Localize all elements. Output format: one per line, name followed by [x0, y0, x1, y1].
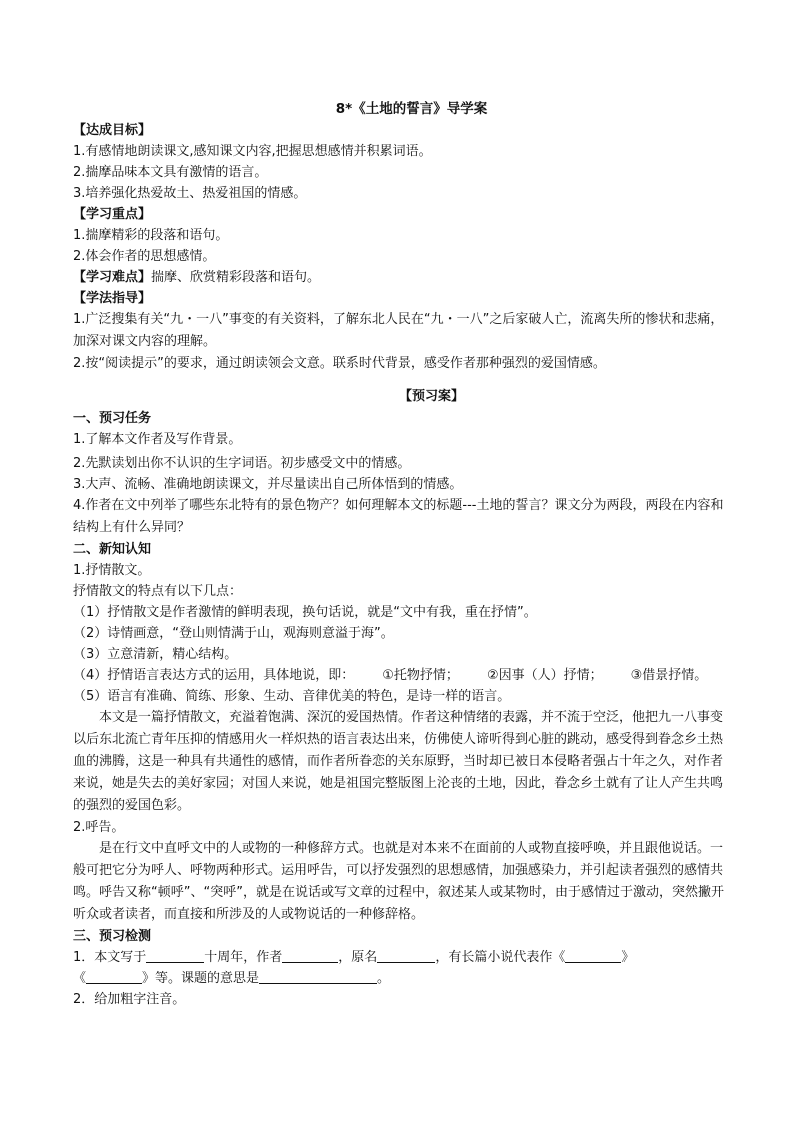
section2-heading: 二、新知认知 — [73, 542, 152, 557]
goal-item: 1.有感情地朗读课文,感知课文内容,把握思想感情并积累词语。 — [73, 144, 432, 159]
page-title: 8*《土地的誓言》导学案 — [335, 101, 488, 117]
task-item: 3.大声、流畅、准确地朗读课文，并尽量读出自己所体悟到的情感。 — [73, 477, 463, 492]
subsection-title: 2.呼告。 — [73, 820, 125, 835]
difficulty-heading: 【学习难点】 — [73, 270, 152, 285]
q1-text: 《 — [73, 971, 87, 986]
point4-lead: （4）抒情语言表达方式的运用，具体地说，即： — [73, 668, 355, 683]
body-paragraph: 本文是一篇抒情散文，充溢着饱满、深沉的爱国热情。作者这种情绪的表露，并不流于空泛，他把九一八事变以后东北流亡青年压抑的情感用火一样炽热的语言表达出来，仿佛使人谛听得到心脏的跳动，感受得到眷念乡土热血的沸腾，这是一种具有共通性的感情，而作者所眷恋的关东原野，当时却已被日本侵略者强占十年之久，对作者来说，她是失去的美好家园；对国人来说，她是祖国完整版图上沦丧的土地，因此，眷念乡土就有了让人产生共鸣的强烈的爱国色彩。 — [73, 710, 724, 813]
feature-point: （3）立意清新，精心结构。 — [73, 647, 238, 662]
q1-text: 》等。课题的意思是 — [142, 971, 260, 986]
q1-text: 十周年，作者 — [204, 950, 283, 965]
quiz-question-2: 2．给加粗字注音。 — [73, 992, 186, 1007]
subsection-intro: 抒情散文的特点有以下几点： — [73, 584, 243, 599]
fill-blank[interactable] — [282, 948, 338, 963]
q1-text: ，原名 — [338, 950, 378, 965]
method-heading: 【学法指导】 — [73, 291, 152, 306]
task-item: 4.作者在文中列举了哪些东北特有的景色物产？如何理解本文的标题---土地的誓言？课文分为两段，两段在内容和结构上有什么异同？ — [73, 498, 724, 535]
focus-heading: 【学习重点】 — [73, 207, 152, 222]
q1-text: 1．本文写于 — [73, 950, 147, 965]
fill-blank[interactable] — [377, 948, 435, 963]
body-paragraph: 是在行文中直呼文中的人或物的一种修辞方式。也就是对本来不在面前的人或物直接呼唤，并且跟他说话。一般可把它分为呼人、呼物两种形式。运用呼告，可以抒发强烈的思想感情，加强感染力，并引起读者强烈的感情共鸣。呼告又称“顿呼”、“突呼”，就是在说话或写文章的过程中，叙述某人或某物时，由于感情过于激动，突然撇开听众或者读者，而直接和所涉及的人或物说话的一种修辞格。 — [73, 841, 724, 922]
feature-point: （1）抒情散文是作者激情的鲜明表现，换句话说，就是“文中有我，重在抒情”。 — [73, 605, 537, 620]
q1-text: ，有长篇小说代表作《 — [435, 950, 566, 965]
goal-item: 2.揣摩品味本文具有激情的语言。 — [73, 165, 268, 180]
focus-item: 2.体会作者的思想感情。 — [73, 249, 216, 264]
focus-item: 1.揣摩精彩的段落和语句。 — [73, 228, 229, 243]
goals-heading: 【达成目标】 — [73, 123, 152, 138]
goal-item: 3.培养强化热爱故土、热爱祖国的情感。 — [73, 186, 307, 201]
task-item: 2.先默读划出你不认识的生字词语。初步感受文中的情感。 — [73, 456, 411, 471]
feature-point-4 — [73, 665, 730, 686]
difficulty-row — [73, 267, 730, 288]
fill-blank[interactable] — [146, 948, 204, 963]
feature-point: （2）诗情画意，“登山则情满于山，观海则意溢于海”。 — [73, 626, 394, 641]
fill-blank[interactable] — [86, 969, 142, 984]
point4-option: ③借景抒情。 — [630, 668, 708, 683]
quiz-question-1 — [73, 947, 730, 968]
subsection-title: 1.抒情散文。 — [73, 563, 151, 578]
method-item: 1.广泛搜集有关“九・一八”事变的有关资料，了解东北人民在“九・一八”之后家破人亡，流离失所的惨状和悲痛，加深对课文内容的理解。 — [73, 312, 724, 349]
point4-option: ①托物抒情； — [382, 668, 459, 683]
fill-blank[interactable] — [565, 948, 621, 963]
section3-heading: 三、预习检测 — [73, 929, 152, 944]
point4-option: ②因事（人）抒情； — [486, 668, 603, 683]
q1-text: 。 — [377, 971, 391, 986]
fill-blank[interactable] — [259, 969, 377, 984]
preview-heading: 【预习案】 — [398, 389, 464, 404]
feature-point: （5）语言有准确、简练、形象、生动、音律优美的特色，是诗一样的语言。 — [73, 689, 511, 704]
task-item: 1.了解本文作者及写作背景。 — [73, 432, 242, 447]
section1-heading: 一、预习任务 — [73, 411, 152, 426]
method-item: 2.按“阅读提示”的要求，通过朗读领会文意。联系时代背景，感受作者那种强烈的爱国情感。 — [73, 356, 606, 371]
quiz-question-1-cont — [73, 968, 730, 989]
difficulty-text: 揣摩、欣赏精彩段落和语句。 — [151, 270, 321, 285]
q1-text: 》 — [621, 950, 635, 965]
